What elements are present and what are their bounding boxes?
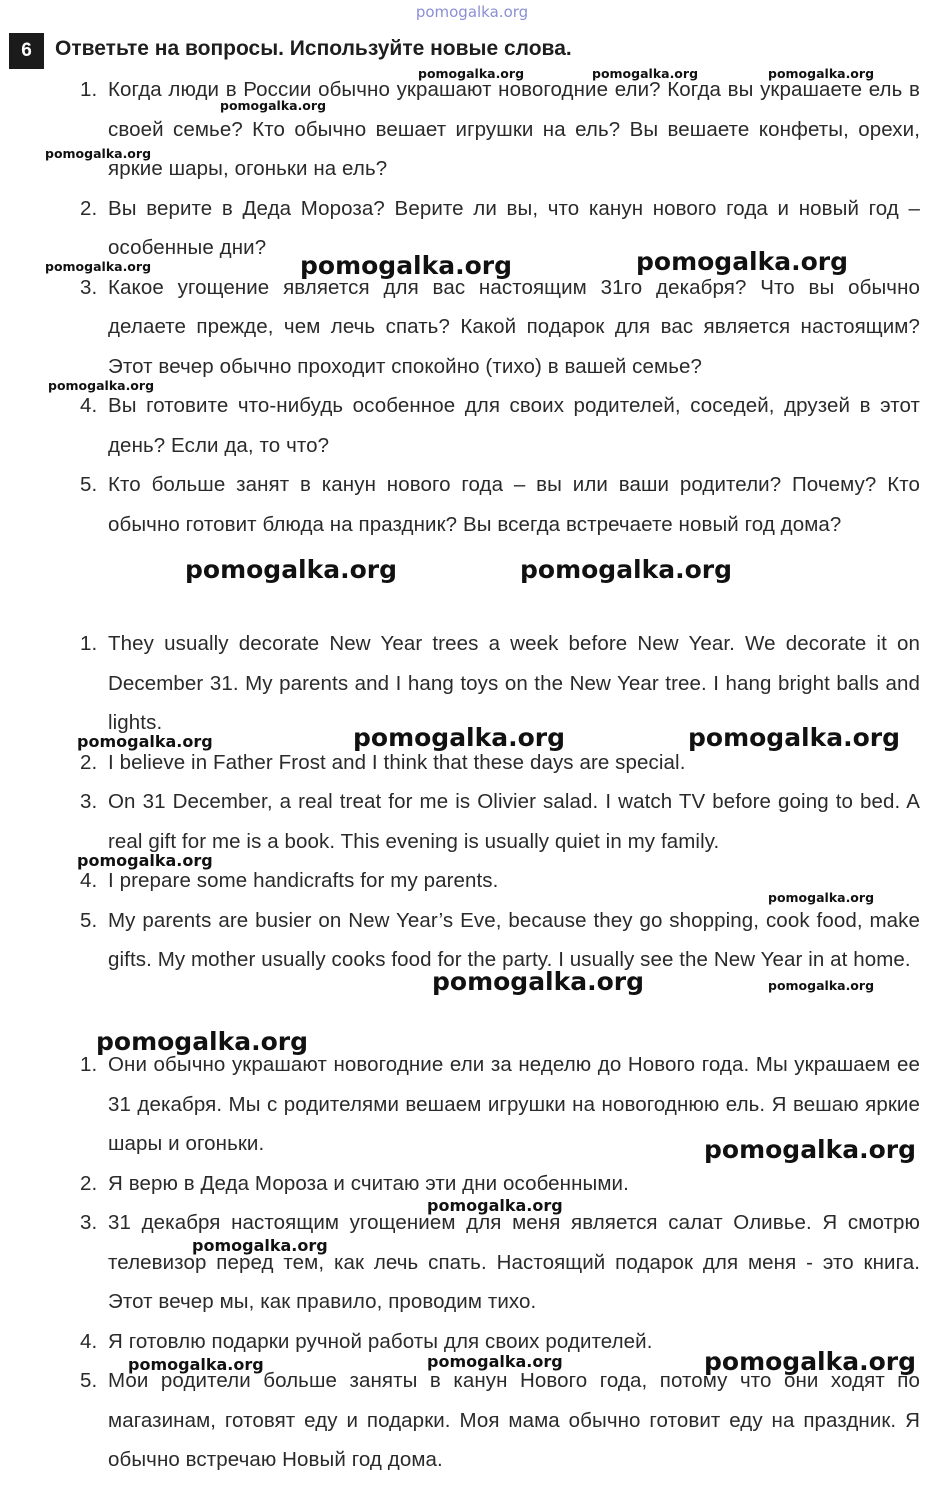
watermark: pomogalka.org — [636, 247, 849, 276]
exercise-instruction: Ответьте на вопросы. Используйте новые слова. — [55, 37, 572, 60]
item-number: 4. — [80, 869, 98, 892]
watermark: pomogalka.org — [704, 1135, 917, 1164]
list-item — [80, 782, 920, 861]
watermark: pomogalka.org — [427, 1352, 563, 1371]
watermark: pomogalka.org — [77, 732, 213, 751]
item-number: 1. — [80, 78, 98, 101]
item-text: Мои родители больше заняты в канун Нового года, потому что они ходят по магазинам, готовят еду и подарки. Моя мама обычно готовит еду на праздник. Я обычно встречаю Новый год дома. — [108, 1369, 920, 1471]
list-item — [80, 1203, 920, 1322]
item-number: 2. — [80, 750, 98, 774]
item-text: I prepare some handicrafts for my parents. — [108, 869, 499, 892]
item-text: Когда люди в России обычно украшают новогодние ели? Когда вы украшаете ель в своей семье? Кто обычно вешает игрушки на ель? Вы вешаете конфеты, орехи, яркие шары, огоньки на ель? — [108, 78, 920, 180]
list-item — [80, 465, 920, 544]
item-number: 5. — [80, 473, 98, 496]
item-text: Я готовлю подарки ручной работы для своих родителей. — [108, 1329, 653, 1353]
answers-english-list — [80, 624, 920, 980]
watermark: pomogalka.org — [185, 555, 398, 584]
item-text: Кто больше занят в канун нового года – вы или ваши родители? Почему? Кто обычно готовит блюда на праздник? Вы всегда встречаете новый год дома? — [108, 473, 920, 536]
answers-russian-list — [80, 1045, 920, 1480]
watermark: pomogalka.org — [688, 723, 901, 752]
item-text: Вы верите в Деда Мороза? Верите ли вы, что канун нового года и новый год – особенные дни? — [108, 196, 920, 259]
exercise-number-badge: 6 — [9, 33, 44, 69]
watermark: pomogalka.org — [128, 1355, 264, 1374]
watermark: pomogalka.org — [96, 1027, 309, 1056]
item-number: 4. — [80, 1329, 98, 1353]
item-number: 5. — [80, 1369, 98, 1392]
item-text: Вы готовите что-нибудь особенное для своих родителей, соседей, друзей в этот день? Если да, то что? — [108, 394, 920, 457]
watermark: pomogalka.org — [353, 723, 566, 752]
item-text: My parents are busier on New Year’s Eve, because they go shopping, cook food, make gifts. My mother usually cooks food for the party. I usually see the New Year in at home. — [108, 908, 920, 971]
watermark: pomogalka.org — [300, 251, 513, 280]
watermark: pomogalka.org — [768, 890, 875, 905]
item-text: Они обычно украшают новогодние ели за неделю до Нового года. Мы украшаем ее 31 декабря. Мы с родителями вешаем игрушки на новогоднюю ель. Я вешаю яркие шары и огоньки. — [108, 1053, 920, 1155]
watermark: pomogalka.org — [704, 1347, 917, 1376]
questions-list — [80, 66, 920, 544]
item-text: On 31 December, a real treat for me is Olivier salad. I watch TV before going to bed. A real gift for me is a book. This evening is usually quiet in my family. — [108, 790, 920, 853]
list-item — [80, 268, 920, 387]
watermark: pomogalka.org — [768, 978, 875, 993]
watermark: pomogalka.org — [192, 1236, 328, 1255]
watermark: pomogalka.org — [220, 98, 327, 113]
item-number: 1. — [80, 632, 98, 655]
item-text: 31 декабря настоящим угощением для меня является салат Оливье. Я смотрю телевизор перед тем, как лечь спать. Настоящий подарок для меня - это книга. Этот вечер мы, как правило, проводим тихо. — [108, 1211, 920, 1313]
watermark: pomogalka.org — [520, 555, 733, 584]
watermark: pomogalka.org — [45, 146, 152, 161]
watermark: pomogalka.org — [45, 259, 152, 274]
item-number: 2. — [80, 196, 98, 220]
watermark: pomogalka.org — [427, 1196, 563, 1215]
item-number: 1. — [80, 1053, 98, 1076]
item-number: 2. — [80, 1171, 98, 1195]
watermark: pomogalka.org — [592, 66, 699, 81]
item-number: 3. — [80, 275, 98, 299]
list-item — [80, 386, 920, 465]
item-number: 3. — [80, 1211, 98, 1234]
item-number: 5. — [80, 908, 98, 932]
item-text: Я верю в Деда Мороза и считаю эти дни особенными. — [108, 1171, 629, 1195]
list-item — [80, 66, 920, 189]
watermark: pomogalka.org — [48, 378, 155, 393]
site-watermark: pomogalka.org — [415, 3, 529, 21]
watermark: pomogalka.org — [768, 66, 875, 81]
item-text: They usually decorate New Year trees a week before New Year. We decorate it on December 31. My parents and I hang toys on the New Year tree. I hang bright balls and lights. — [108, 632, 920, 734]
watermark: pomogalka.org — [432, 967, 645, 996]
item-number: 3. — [80, 790, 98, 813]
list-item — [80, 1361, 920, 1480]
watermark: pomogalka.org — [418, 66, 525, 81]
item-text: Какое угощение является для вас настоящим 31го декабря? Что вы обычно делаете прежде, чем лечь спать? Какой подарок для вас является настоящим? Этот вечер обычно проходит спокойно (тихо) в вашей семье? — [108, 275, 920, 378]
item-number: 4. — [80, 394, 98, 417]
watermark: pomogalka.org — [77, 851, 213, 870]
item-text: I believe in Father Frost and I think that these days are special. — [108, 750, 686, 774]
